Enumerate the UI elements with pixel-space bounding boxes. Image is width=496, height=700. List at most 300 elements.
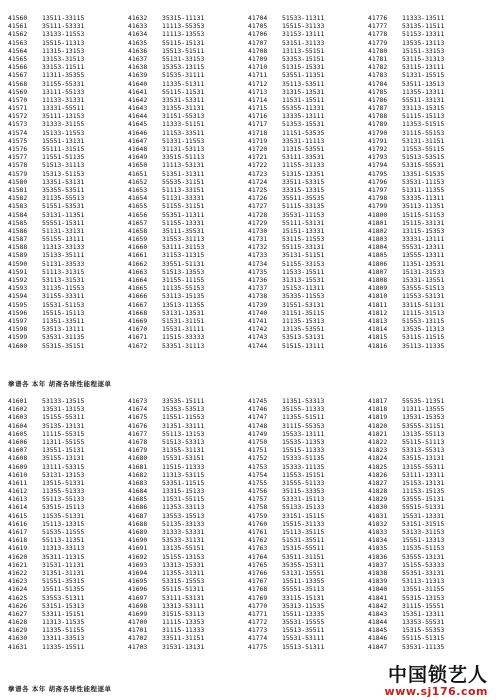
table-row [8, 471, 488, 479]
code-value: 11135-15313 [282, 316, 325, 325]
row-id: 41636 [128, 46, 148, 55]
code-value: 15513-35511 [282, 626, 325, 635]
code-value: 11153-33511 [162, 128, 205, 137]
row-id: 41610 [8, 470, 28, 479]
row-id: 41842 [368, 601, 388, 610]
code-value: 15353-13115 [162, 63, 205, 72]
code-value: 51155-13331 [162, 218, 205, 227]
code-value: 15313-51153 [42, 169, 85, 178]
table-row [8, 71, 488, 79]
code-value: 11551-51135 [42, 153, 85, 162]
row-id: 41845 [368, 626, 388, 635]
row-id: 41585 [8, 218, 28, 227]
table-row [8, 260, 488, 268]
row-id: 41825 [368, 462, 388, 471]
code-value: 11313-11535 [42, 618, 85, 627]
code-value: 53513-13111 [42, 325, 85, 334]
row-id: 41606 [8, 437, 28, 446]
code-value: 35111-53331 [42, 22, 85, 31]
code-value: 35155-11333 [282, 405, 325, 414]
row-id: 41655 [128, 202, 148, 211]
table-row [8, 618, 488, 626]
row-id: 41794 [368, 161, 388, 170]
row-id: 41806 [368, 259, 388, 268]
code-value: 11153-15135 [402, 487, 445, 496]
code-value: 51131-33131 [42, 226, 85, 235]
watermark-logo [385, 660, 488, 698]
row-id: 41654 [128, 194, 148, 203]
code-value: 13351-53131 [42, 177, 85, 186]
row-id: 41818 [368, 405, 388, 414]
row-id: 41665 [128, 284, 148, 293]
table-row [8, 211, 488, 219]
code-value: 31333-31155 [42, 120, 85, 129]
row-id: 41669 [128, 316, 148, 325]
row-id: 41616 [8, 519, 28, 528]
row-id: 41677 [128, 429, 148, 438]
code-value: 53315-55531 [402, 161, 445, 170]
row-id: 41719 [248, 136, 268, 145]
code-value: 15151-13331 [282, 226, 325, 235]
code-value: 31151-55313 [162, 112, 205, 121]
code-value: 33515-51113 [162, 153, 205, 162]
row-id: 41620 [8, 552, 28, 561]
row-id: 41710 [248, 63, 268, 72]
code-value: 15133-11553 [42, 128, 85, 137]
code-value: 53115-31313 [402, 54, 445, 63]
table-row [8, 268, 488, 276]
code-value: 53531-11153 [402, 177, 445, 186]
code-value: 55115-51113 [402, 437, 445, 446]
code-value: 13551-15131 [42, 446, 85, 455]
row-id: 41575 [8, 136, 28, 145]
row-id: 41690 [128, 536, 148, 545]
table-row [8, 626, 488, 634]
code-value: 53131-13531 [162, 308, 205, 317]
row-id: 41792 [368, 145, 388, 153]
code-value: 55511-33131 [402, 95, 445, 104]
row-id: 41722 [248, 161, 268, 170]
table-row [8, 47, 488, 55]
section-separator-1: 拳谱各 本年 胡斋各球性能程逐单 [8, 380, 112, 388]
code-value: 13551-31155 [402, 585, 445, 594]
code-value: 53151-31133 [282, 38, 325, 47]
code-value: 35155-13131 [42, 454, 85, 463]
code-value: 11311-35355 [42, 71, 85, 80]
table-row [8, 186, 488, 194]
code-value: 51551-35315 [42, 577, 85, 586]
row-id: 41741 [248, 316, 268, 325]
code-value: 55113-13153 [162, 429, 205, 438]
row-id: 41777 [368, 22, 388, 31]
table-row [8, 405, 488, 413]
code-value: 11315-53551 [282, 145, 325, 153]
row-id: 41679 [128, 446, 148, 455]
code-value: 15531-53111 [282, 634, 325, 643]
row-id: 41619 [8, 544, 28, 553]
row-id: 41796 [368, 177, 388, 186]
code-value: 33153-11511 [42, 63, 85, 72]
row-id: 41708 [248, 46, 268, 55]
code-value: 13315-15133 [162, 487, 205, 496]
row-id: 41646 [128, 128, 148, 137]
row-id: 41600 [8, 341, 28, 350]
table-row [8, 30, 488, 38]
row-id: 41835 [368, 544, 388, 553]
row-id: 41634 [128, 30, 148, 39]
code-value: 35111-13153 [42, 112, 85, 121]
table-row [8, 479, 488, 487]
code-value: 11553-53131 [402, 292, 445, 301]
code-value: 13313-53111 [162, 601, 205, 610]
row-id: 41790 [368, 128, 388, 137]
row-id: 41747 [248, 413, 268, 422]
code-value: 55551-35113 [282, 585, 325, 594]
row-id: 41726 [248, 194, 268, 203]
row-id: 41696 [128, 585, 148, 594]
code-value: 31155-55331 [42, 79, 85, 88]
table-row [8, 487, 488, 495]
row-id: 41716 [248, 112, 268, 121]
code-value: 33151-15115 [282, 511, 325, 520]
row-id: 41618 [8, 536, 28, 545]
code-value: 51533-11311 [282, 14, 325, 22]
code-value: 13555-13311 [402, 251, 445, 260]
code-value: 35135-13131 [42, 421, 85, 430]
code-value: 35113-11335 [402, 341, 445, 350]
row-id: 41820 [368, 421, 388, 430]
row-id: 41717 [248, 120, 268, 129]
code-value: 53553-51311 [42, 593, 85, 602]
code-value: 31551-53131 [282, 300, 325, 309]
row-id: 41776 [368, 14, 388, 22]
row-id: 41834 [368, 536, 388, 545]
row-id: 41682 [128, 470, 148, 479]
row-id: 41641 [128, 87, 148, 96]
row-id: 41621 [8, 560, 28, 569]
row-id: 41751 [248, 446, 268, 455]
code-value: 51351-31311 [162, 169, 205, 178]
table-row [8, 430, 488, 438]
code-value: 13331-55511 [42, 104, 85, 113]
row-id: 41823 [368, 446, 388, 455]
row-id: 41584 [8, 210, 28, 219]
row-id: 41715 [248, 104, 268, 113]
row-id: 41605 [8, 429, 28, 438]
code-value: 33531-11113 [282, 136, 325, 145]
row-id: 41628 [8, 618, 28, 627]
row-id: 41788 [368, 112, 388, 121]
row-id: 41569 [8, 87, 28, 96]
row-id: 41675 [128, 413, 148, 422]
code-value: 53111-31153 [162, 243, 205, 252]
row-id: 41666 [128, 292, 148, 301]
row-id: 41707 [248, 38, 268, 47]
code-value: 15153-11311 [282, 284, 325, 293]
row-id: 41648 [128, 145, 148, 153]
code-value: 13111-53315 [42, 462, 85, 471]
code-value: 11515-11333 [162, 462, 205, 471]
row-id: 41576 [8, 145, 28, 153]
code-value: 53131-11351 [42, 210, 85, 219]
row-id: 41837 [368, 560, 388, 569]
row-id: 41591 [8, 267, 28, 276]
row-id: 41846 [368, 634, 388, 643]
row-id: 41564 [8, 46, 28, 55]
code-value: 31351-31131 [42, 568, 85, 577]
code-value: 51513-13553 [162, 267, 205, 276]
code-value: 13535-13113 [402, 38, 445, 47]
code-value: 11535-51153 [402, 544, 445, 553]
row-id: 41816 [368, 341, 388, 350]
code-value: 55531-13311 [402, 243, 445, 252]
row-id: 41597 [8, 316, 28, 325]
row-id: 41704 [248, 14, 268, 22]
row-id: 41572 [8, 112, 28, 121]
row-id: 41774 [248, 634, 268, 643]
code-value: 35531-15555 [282, 618, 325, 627]
row-id: 41742 [248, 325, 268, 334]
code-value: 13111-55133 [42, 87, 85, 96]
row-id: 41664 [128, 276, 148, 284]
code-value: 51531-35511 [282, 536, 325, 545]
row-id: 41662 [128, 259, 148, 268]
code-value: 51155-33153 [282, 259, 325, 268]
row-id: 41773 [248, 626, 268, 635]
table-row [8, 577, 488, 585]
code-value: 31115-55353 [282, 421, 325, 430]
row-id: 41737 [248, 284, 268, 293]
row-id: 41762 [248, 536, 268, 545]
code-value: 11335-51311 [162, 79, 205, 88]
code-value: 53533-31131 [162, 536, 205, 545]
table-row [8, 63, 488, 71]
code-value: 13135-55113 [402, 429, 445, 438]
code-value: 51513-31113 [42, 161, 85, 170]
table-row [8, 553, 488, 561]
row-id: 41607 [8, 446, 28, 455]
code-value: 15515-11333 [282, 446, 325, 455]
code-value: 51535-11555 [42, 528, 85, 536]
code-value: 15513-51511 [162, 46, 205, 55]
row-id: 41838 [368, 568, 388, 577]
row-id: 41753 [248, 462, 268, 471]
row-id: 41595 [8, 300, 28, 309]
row-id: 41761 [248, 528, 268, 536]
code-value: 53111-13311 [402, 470, 445, 479]
row-id: 41571 [8, 104, 28, 113]
code-value: 35315-11131 [162, 14, 205, 22]
code-value: 11333-13511 [402, 14, 445, 22]
row-id: 41723 [248, 169, 268, 178]
code-value: 55315-13153 [402, 593, 445, 602]
code-value: 55535-11351 [402, 397, 445, 405]
table-row [8, 88, 488, 96]
code-value: 33511-31151 [162, 634, 205, 643]
row-id: 41727 [248, 202, 268, 211]
code-value: 51113-31315 [42, 267, 85, 276]
row-id: 41748 [248, 421, 268, 430]
code-value: 13531-13153 [42, 405, 85, 414]
code-value: 11355-51511 [282, 413, 325, 422]
code-value: 55355-11331 [282, 104, 325, 113]
row-id: 41843 [368, 609, 388, 618]
row-id: 41686 [128, 503, 148, 512]
code-value: 11313-53115 [162, 470, 205, 479]
code-value: 55113-55133 [42, 495, 85, 504]
code-value: 15133-35111 [42, 251, 85, 260]
row-id: 41819 [368, 413, 388, 422]
code-value: 55115-33131 [282, 243, 325, 252]
row-id: 41643 [128, 104, 148, 113]
table-row [8, 39, 488, 47]
code-value: 53131-15551 [282, 568, 325, 577]
row-id: 41612 [8, 487, 28, 496]
row-id: 41703 [128, 642, 148, 651]
code-value: 35355-15311 [282, 560, 325, 569]
row-id: 41781 [368, 54, 388, 63]
code-value: 55351-11311 [162, 210, 205, 219]
code-value: 33115-15131 [282, 593, 325, 602]
row-id: 41779 [368, 38, 388, 47]
code-value: 51515-13111 [282, 341, 325, 350]
row-id: 41828 [368, 487, 388, 496]
row-id: 41630 [8, 634, 28, 643]
code-value: 13335-13111 [282, 112, 325, 121]
code-value: 55515-51331 [402, 503, 445, 512]
code-value: 53113-15135 [162, 292, 205, 301]
row-id: 41633 [128, 22, 148, 31]
table-row [8, 634, 488, 642]
code-value: 13113-55151 [282, 46, 325, 55]
table-row [8, 120, 488, 128]
code-value: 15131-31533 [402, 267, 445, 276]
code-value: 13115-15353 [402, 226, 445, 235]
code-value: 15513-51311 [282, 642, 325, 651]
section-separator-2: 拳谱各 本年 胡斋各球性能程逐单 [8, 685, 112, 693]
table-row [8, 104, 488, 112]
row-id: 41657 [128, 218, 148, 227]
row-id: 41847 [368, 642, 388, 651]
row-id: 41817 [368, 397, 388, 405]
row-id: 41771 [248, 609, 268, 618]
row-id: 41840 [368, 585, 388, 594]
code-value: 31115-55153 [402, 128, 445, 137]
code-value: 15353-53513 [162, 405, 205, 414]
code-value: 51155-31151 [162, 202, 205, 211]
row-id: 41691 [128, 544, 148, 553]
code-value: 11115-31513 [402, 308, 445, 317]
code-value: 15551-13313 [402, 536, 445, 545]
code-value: 53131-13153 [42, 470, 85, 479]
code-value: 51315-15331 [282, 63, 325, 72]
row-id: 41615 [8, 511, 28, 520]
code-value: 55131-33153 [162, 54, 205, 63]
row-id: 41844 [368, 618, 388, 627]
row-id: 41574 [8, 128, 28, 137]
code-value: 53351-11515 [162, 478, 205, 487]
row-id: 41668 [128, 308, 148, 317]
table-row [8, 602, 488, 610]
code-value: 13153-31513 [42, 54, 85, 63]
row-id: 41589 [8, 251, 28, 260]
code-value: 53513-53131 [282, 333, 325, 342]
row-id: 41653 [128, 185, 148, 194]
code-value: 11553-15151 [282, 470, 325, 479]
row-id: 41588 [8, 243, 28, 252]
code-value: 15515-31133 [282, 519, 325, 528]
row-id: 41599 [8, 333, 28, 342]
code-value: 53515-13131 [402, 454, 445, 463]
code-value: 13515-51331 [42, 478, 85, 487]
row-id: 41793 [368, 153, 388, 162]
code-value: 53511-13513 [402, 79, 445, 88]
code-value: 11553-55115 [402, 145, 445, 153]
code-value: 35355-53511 [42, 185, 85, 194]
row-id: 41638 [128, 63, 148, 72]
row-id: 41804 [368, 243, 388, 252]
code-value: 53111-53131 [162, 593, 205, 602]
table-row [8, 503, 488, 511]
code-value: 15511-51355 [42, 585, 85, 594]
code-value: 33113-15315 [402, 104, 445, 113]
code-value: 53115-13111 [402, 63, 445, 72]
table-row [8, 454, 488, 462]
table-row [8, 292, 488, 300]
code-value: 55133-15133 [282, 503, 325, 512]
table-row [8, 342, 488, 350]
code-value: 33551-51131 [162, 259, 205, 268]
row-id: 41562 [8, 30, 28, 39]
row-id: 41789 [368, 120, 388, 129]
code-value: 11533-15511 [282, 267, 325, 276]
table-row [8, 96, 488, 104]
table-row [8, 512, 488, 520]
code-value: 55115-15131 [162, 38, 205, 47]
code-value: 53111-33531 [282, 153, 325, 162]
code-value: 11551-11553 [162, 413, 205, 422]
code-value: 51315-13351 [282, 169, 325, 178]
row-id: 41757 [248, 495, 268, 504]
row-id: 41714 [248, 95, 268, 104]
code-value: 53113-31531 [42, 276, 85, 284]
row-id: 41782 [368, 63, 388, 72]
table-row [8, 243, 488, 251]
row-id: 41732 [248, 243, 268, 252]
table-row [8, 333, 488, 341]
table-row [8, 544, 488, 552]
code-value: 11515-33333 [162, 333, 205, 342]
code-value: 55315-35151 [42, 341, 85, 350]
code-value: 33511-53315 [282, 177, 325, 186]
row-id: 41738 [248, 292, 268, 301]
row-id: 41810 [368, 292, 388, 301]
code-value: 53551-11351 [282, 71, 325, 80]
code-value: 15515-11313 [42, 38, 85, 47]
code-value: 55551-15311 [42, 218, 85, 227]
code-value: 13531-15353 [402, 413, 445, 422]
row-id: 41586 [8, 226, 28, 235]
code-value: 11335-15511 [42, 642, 85, 651]
code-value: 53531-31135 [42, 333, 85, 342]
code-value: 11313-33133 [42, 243, 85, 252]
row-id: 41746 [248, 405, 268, 414]
table-row [8, 495, 488, 503]
table-row [8, 643, 488, 651]
code-value: 53115-11515 [402, 333, 445, 342]
code-value: 11135-55153 [162, 284, 205, 293]
code-value: 15511-13355 [282, 577, 325, 586]
